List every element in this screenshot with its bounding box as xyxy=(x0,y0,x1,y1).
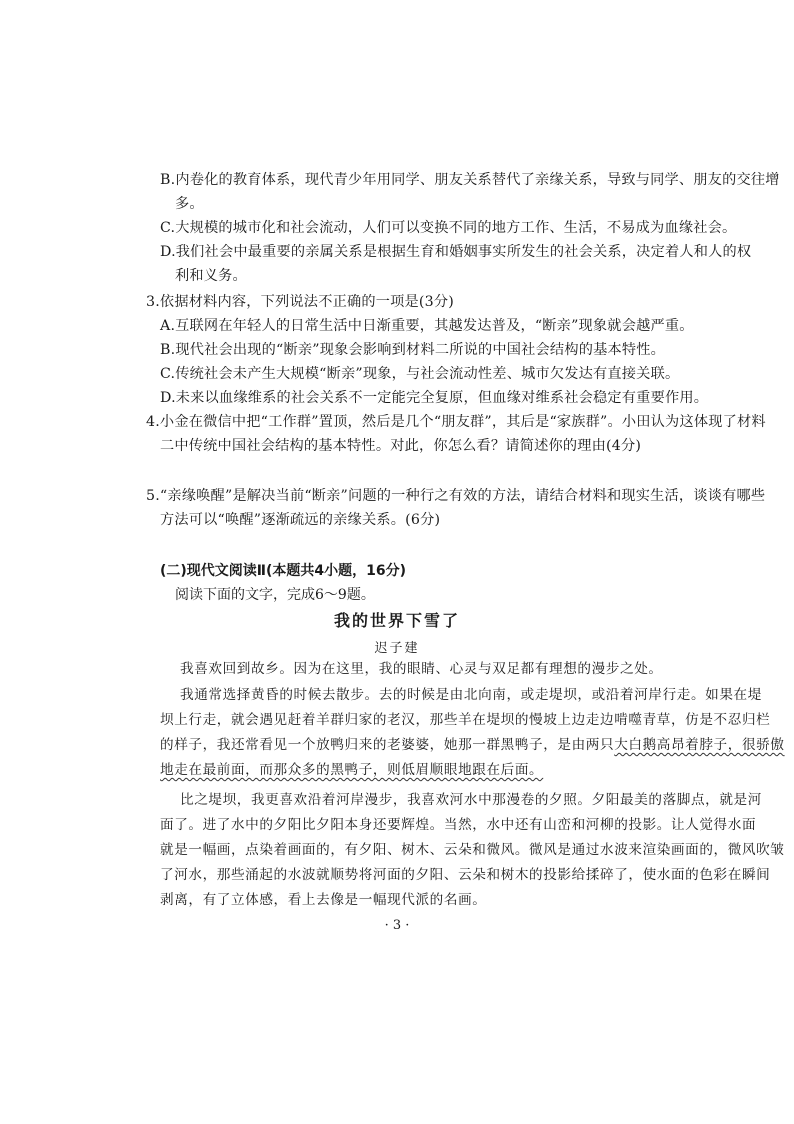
question-5-line1: 5.“亲缘唤醒”是解决当前“断亲”问题的一种行之有效的方法，请结合材料和现实生活，谈谈有哪些 xyxy=(146,488,766,504)
question-4-line2: 二中传统中国社会结构的基本特性。对此，你怎么看？请简述你的理由(4分) xyxy=(160,438,642,454)
question-3-stem: 3.依据材料内容，下列说法不正确的一项是(3分) xyxy=(146,294,454,310)
question-3-option-b: B.现代社会出现的“断亲”现象会影响到材料二所说的中国社会结构的基本特性。 xyxy=(160,342,666,358)
essay-paragraph-3-line1: 比之堤坝，我更喜欢沿着河岸漫步，我喜欢河水中那漫卷的夕照。夕阳最美的落脚点，就是河 xyxy=(180,792,762,808)
question-5-line2: 方法可以“唤醒”逐渐疏远的亲缘关系。(6分) xyxy=(160,512,441,528)
section-title: (二)现代文阅读Ⅱ(本题共4小题，16分) xyxy=(160,563,407,579)
question-3-option-c: C.传统社会未产生大规模“断亲”现象，与社会流动性差、城市欠发达有直接关联。 xyxy=(160,366,680,382)
essay-paragraph-3-line2: 面了。进了水中的夕阳比夕阳本身还要辉煌。当然，水中还有山峦和河柳的投影。让人觉得水面 xyxy=(160,817,757,833)
question-4-line1: 4.小金在微信中把“工作群”置顶，然后是几个“朋友群”，其后是“家族群”。小田认为这体现了材料 xyxy=(146,414,766,430)
option-d-line1: D.我们社会中最重要的亲属关系是根据生育和婚姻事实所发生的社会关系，决定着人和人的权 xyxy=(160,244,752,260)
essay-paragraph-2-line1: 我通常选择黄昏的时候去散步。去的时候是由北向南，或走堤坝，或沿着河岸行走。如果在堤 xyxy=(180,687,762,703)
essay-paragraph-2-line3 xyxy=(160,735,785,755)
essay-paragraph-1: 我喜欢回到故乡。因为在这里，我的眼睛、心灵与双足都有理想的漫步之处。 xyxy=(180,661,663,677)
wavy-underlined-text: 大白鹅高昂着脖子，很骄傲 xyxy=(614,737,785,753)
essay-paragraph-3-line3: 就是一幅画，点染着画面的，有夕阳、树木、云朵和微风。微风是通过水波来渲染画面的，微风吹皱 xyxy=(160,842,785,858)
essay-paragraph-2-line4 xyxy=(160,760,543,780)
essay-paragraph-3-line4: 了河水，那些涌起的水波就顺势将河面的夕阳、云朵和树木的投影给揉碎了，使水面的色彩在瞬间 xyxy=(160,867,771,883)
essay-paragraph-2-line2: 坝上行走，就会遇见赶着羊群归家的老汉，那些羊在堤坝的慢坡上边走边啃噬青草，仿是不忍归栏 xyxy=(160,712,771,728)
question-3-option-a: A.互联网在年轻人的日常生活中日渐重要，其越发达普及，“断亲”现象就会越严重。 xyxy=(160,318,694,334)
option-b-line2: 多。 xyxy=(175,196,204,212)
section-instruction: 阅读下面的文字，完成6～9题。 xyxy=(175,587,375,603)
essay-paragraph-3-line5: 剥离，有了立体感，看上去像是一幅现代派的名画。 xyxy=(160,892,487,908)
essay-author: 迟子建 xyxy=(374,641,420,656)
option-d-line2: 利和义务。 xyxy=(175,268,247,284)
question-3-option-d: D.未来以血缘维系的社会关系不一定能完全复原，但血缘对维系社会稳定有重要作用。 xyxy=(160,390,709,406)
essay-text: 的样子，我还常看见一个放鸭归来的老婆婆，她那一群黑鸭子，是由两只 xyxy=(160,737,615,753)
option-b-line1: B.内卷化的教育体系，现代青少年用同学、朋友关系替代了亲缘关系，导致与同学、朋友的交往增 xyxy=(160,172,780,188)
wavy-underlined-text: 地走在最前面，而那众多的黑鸭子，则低眉顺眼地跟在后面。 xyxy=(160,762,544,778)
essay-title: 我的世界下雪了 xyxy=(333,611,460,630)
page-number: · 3 · xyxy=(384,918,410,933)
option-c: C.大规模的城市化和社会流动，人们可以变换不同的地方工作、生活，不易成为血缘社会。 xyxy=(160,220,737,236)
